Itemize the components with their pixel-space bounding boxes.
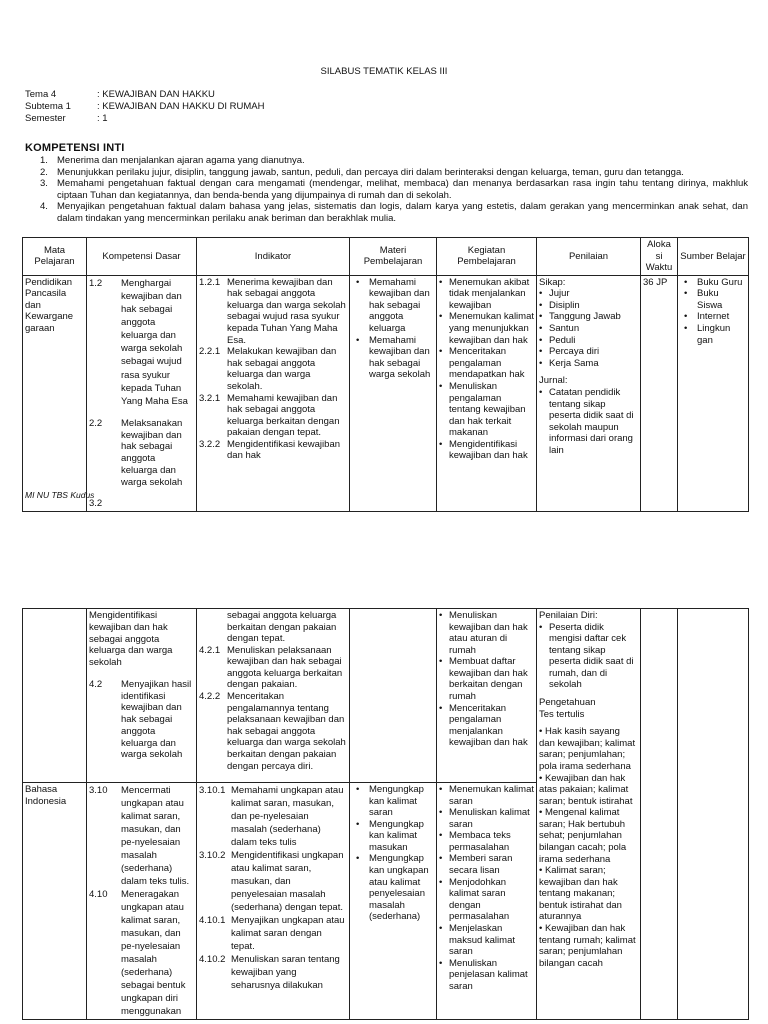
- kd-item: [89, 888, 194, 1018]
- cell-kompetensi-dasar: [87, 783, 197, 1020]
- cell-kompetensi-dasar: [87, 275, 197, 511]
- header-kegiatan: Kegiatan Pembelajaran: [437, 238, 537, 276]
- meta-value: : KEWAJIBAN DAN HAKKU: [97, 89, 215, 100]
- meta-row-tema: [25, 89, 265, 101]
- indikator-item: [199, 691, 347, 772]
- cell-materi: [350, 275, 437, 511]
- penilaian-jurnal-label: Jurnal:: [539, 375, 568, 387]
- kd-item: [89, 418, 194, 489]
- spacer: [89, 488, 194, 498]
- indikator-item: [199, 346, 347, 392]
- indikator-item: [199, 849, 347, 914]
- pengetahuan-label: Pengetahuan: [539, 697, 596, 709]
- bullet-icon: •: [539, 865, 545, 877]
- indikator-text: Menyajikan ungkapan atau kalimat saran dengan tepat.: [231, 915, 345, 952]
- bullet-icon: •: [539, 772, 545, 784]
- list-item: • Mengungkap kan kalimat saran: [352, 784, 434, 819]
- indikator-text: Menuliskan pelaksanaan kewajiban dan hak sebagai anggota keluarga berkaitan dengan pakaian.: [227, 644, 343, 691]
- indikator-item: [199, 645, 347, 691]
- kd-text: Mencermati ungkapan atau kalimat saran, masukan, dan pe-nyelesaian masalah (sederhana) dalam teks tulis.: [121, 785, 190, 887]
- cell-indikator: [197, 609, 350, 783]
- indikator-item: [199, 784, 347, 849]
- indikator-text: Memahami kewajiban dan hak sebagai anggota keluarga berkaitan dengan pakaian dengan tepat.: [227, 392, 340, 439]
- list-item: • Menuliskan kewajiban dan hak atau aturan di rumah: [439, 610, 534, 656]
- penilaian-item: [539, 923, 638, 969]
- header-sumber-belajar: Sumber Belajar: [678, 238, 749, 276]
- kegiatan-list: [439, 277, 534, 462]
- indikator-number: 3.2.2: [199, 438, 221, 450]
- cell-alokasi-waktu: 36 JP: [641, 275, 678, 511]
- list-item: • Buku Siswa: [680, 288, 746, 311]
- ki-text: Menerima dan menjalankan ajaran agama yang dianutnya.: [57, 155, 305, 166]
- indikator-number: 2.2.1: [199, 346, 221, 358]
- ki-number: 3.: [40, 178, 48, 190]
- document-meta: [25, 89, 265, 125]
- cell-materi: [350, 609, 437, 783]
- list-item: • Peserta didik mengisi daftar cek tentang sikap peserta didik saat di rumah, dan di sekolah: [539, 622, 638, 691]
- bullet-icon: •: [539, 726, 545, 738]
- indikator-number: [199, 610, 227, 645]
- indikator-item: [199, 610, 347, 645]
- indikator-number: 4.2.1: [199, 644, 221, 656]
- kd-text: Melaksanakan kewajiban dan hak sebagai anggota keluarga dan warga sekolah: [121, 417, 183, 488]
- spacer: [89, 669, 194, 679]
- list-item: • Disiplin: [539, 300, 638, 312]
- indikator-text: Mengidentifikasi kewajiban dan hak: [227, 438, 341, 462]
- header-penilaian: Penilaian: [537, 238, 641, 276]
- list-item: • Menuliskan pengalaman tentang kewajiban dan hak terkait makanan: [439, 381, 534, 439]
- indikator-number: 3.10.2: [199, 850, 226, 861]
- indikator-item: [199, 914, 347, 953]
- sumber-list: [680, 277, 746, 346]
- kompetensi-inti-heading: KOMPETENSI INTI: [25, 142, 125, 154]
- list-item: • Menuliskan kalimat saran: [439, 807, 534, 830]
- indikator-item: [199, 953, 347, 992]
- kd-item: [89, 679, 194, 761]
- indikator-text: Memahami ungkapan atau kalimat saran, masukan, dan pe-nyelesaian masalah (sederhana) dalam teks tulis: [231, 785, 344, 848]
- penilaian-item: [539, 726, 638, 772]
- cell-kompetensi-dasar: [87, 609, 197, 783]
- list-item: • Buku Guru: [680, 277, 746, 289]
- list-item: • Peduli: [539, 335, 638, 347]
- list-item: • Menceritakan pengalaman menjalankan kewajiban dan hak: [439, 703, 534, 749]
- penilaian-item: [539, 807, 638, 865]
- list-item: • Tanggung Jawab: [539, 311, 638, 323]
- ki-number: 4.: [40, 201, 48, 213]
- kd-item: [89, 498, 194, 510]
- penilaian-item: [539, 865, 638, 923]
- indikator-text: Menceritakan pengalamannya tentang pelaksanaan kewajiban dan hak sebagai anggota keluarga dan warga sekolah berkaitan dengan pakaian dengan percaya diri.: [227, 691, 346, 772]
- header-materi: Materi Pembelajaran: [350, 238, 437, 276]
- kompetensi-inti-list: [40, 155, 748, 224]
- indikator-number: 1.2.1: [199, 276, 221, 288]
- cell-mapel: [23, 609, 87, 783]
- kd-text: Meneragakan ungkapan atau kalimat saran, masukan, dan pe-nyelesaian masalah (sederhana) sebagai bentuk ungkapan diri menggunakan: [121, 889, 186, 1017]
- kd-text: Menyajikan hasil identifikasi kewajiban dan hak sebagai anggota keluarga dan warga sekolah: [121, 678, 192, 761]
- bullet-icon: •: [539, 923, 545, 935]
- document-title: SILABUS TEMATIK KELAS III: [320, 66, 448, 77]
- list-item: • Menjelaskan maksud kalimat saran: [439, 923, 534, 958]
- syllabus-table-page-1: [22, 237, 749, 512]
- tes-label: Tes tertulis: [539, 708, 585, 720]
- cell-alokasi-waktu: [641, 609, 678, 1020]
- page-footer: MI NU TBS Kudus: [25, 490, 95, 500]
- indikator-number: 4.10.1: [199, 915, 226, 926]
- indikator-text: Mengidentifikasi ungkapan atau kalimat saran, masukan, dan penyelesaian masalah (sederhana) dengan tepat.: [231, 850, 344, 913]
- kegiatan-list: [439, 610, 534, 749]
- penilaian-text: Kalimat saran; kewajiban dan hak tentang makanan; bentuk istirahat dan aturannya: [539, 865, 622, 923]
- indikator-text: Melakukan kewajiban dan hak sebagai anggota keluarga dan warga sekolah.: [227, 346, 337, 392]
- spacer: [89, 408, 194, 418]
- ki-item: [40, 167, 748, 179]
- meta-label: Subtema 1: [25, 101, 71, 112]
- kd-number: 3.2: [89, 498, 103, 510]
- list-item: • Internet: [680, 311, 746, 323]
- cell-mapel: Bahasa Indonesia: [23, 783, 87, 1020]
- meta-row-subtema: [25, 101, 265, 113]
- list-item: • Membaca teks permasalahan: [439, 830, 534, 853]
- ki-item: [40, 155, 748, 167]
- list-item: • Memberi saran secara lisan: [439, 853, 534, 876]
- cell-sumber-belajar: [678, 609, 749, 1020]
- list-item: • Menemukan akibat tidak menjalankan kewajiban: [439, 277, 534, 312]
- meta-value: : 1: [97, 113, 108, 124]
- penilaian-item: [539, 773, 638, 808]
- penilaian-sikap-label: Sikap:: [539, 276, 566, 288]
- list-item: • Jujur: [539, 288, 638, 300]
- meta-label: Tema 4: [25, 89, 57, 100]
- meta-value: : KEWAJIBAN DAN HAKKU DI RUMAH: [97, 101, 265, 112]
- header-alokasi-waktu: Aloka si Waktu: [641, 238, 678, 276]
- indikator-text: Menuliskan saran tentang kewajiban yang seharusnya dilakukan: [231, 954, 340, 991]
- ki-text: Memahami pengetahuan faktual dengan cara mengamati (mendengar, melihat, membaca) dan menanya berdasarkan rasa ingin tahu tentang dirinya, makhluk ciptaan Tuhan dan kegiatannya, dan benda-benda yang dijumpainya di rumah dan di sekolah.: [57, 178, 748, 201]
- cell-mapel: Pendidikan Pancasila dan Kewargane garaan: [23, 275, 87, 511]
- kegiatan-list: [439, 784, 534, 992]
- list-item: • Lingkun gan: [680, 323, 746, 346]
- meta-label: Semester: [25, 113, 66, 124]
- list-item: • Santun: [539, 323, 638, 335]
- list-item: • Menjodohkan kalimat saran dengan permasalahan: [439, 877, 534, 923]
- table-header-row: [23, 238, 749, 276]
- header-indikator: Indikator: [197, 238, 350, 276]
- header-kompetensi-dasar: Kompetensi Dasar: [87, 238, 197, 276]
- list-item: • Mengungkap kan ungkapan atau kalimat penyelesaian masalah (sederhana): [352, 853, 434, 922]
- materi-list: [352, 784, 434, 923]
- penilaian-sikap-list: [539, 288, 638, 369]
- kd-number: 4.2: [89, 678, 103, 690]
- kd-text: Menghargai kewajiban dan hak sebagai anggota keluarga dan warga sekolah sebagai wujud rasa syukur kepada Tuhan Yang Maha Esa: [121, 277, 188, 407]
- penilaian-diri-list: [539, 622, 638, 691]
- meta-row-semester: [25, 113, 265, 125]
- indikator-item: [199, 393, 347, 439]
- list-item: • Memahami kewajiban dan hak sebagai warga sekolah: [352, 335, 434, 381]
- kd-item: [89, 784, 194, 888]
- kd-number: 2.2: [89, 417, 103, 429]
- list-item: • Memahami kewajiban dan hak sebagai anggota keluarga: [352, 277, 434, 335]
- penilaian-text: Hak kasih sayang dan kewajiban; kalimat saran; penjumlahan; pola irama sederhana: [539, 726, 636, 772]
- list-item: • Menceritakan pengalaman mendapatkan hak: [439, 346, 534, 381]
- indikator-number: 4.10.2: [199, 954, 226, 965]
- list-item: • Kerja Sama: [539, 358, 638, 370]
- kd-item: [89, 277, 194, 408]
- table-row: [23, 275, 749, 511]
- syllabus-table-page-2: [22, 608, 749, 1020]
- kd-text: Mengidentifikasi kewajiban dan hak sebagai anggota keluarga dan warga sekolah: [89, 610, 173, 669]
- penilaian-text: Kewajiban dan hak atas pakaian; kalimat saran; bentuk istirahat: [539, 772, 633, 807]
- cell-indikator: [197, 783, 350, 1020]
- indikator-number: 3.10.1: [199, 785, 226, 796]
- ki-number: 1.: [40, 155, 48, 166]
- indikator-text: Menerima kewajiban dan hak sebagai anggota keluarga dan warga sekolah sebagai wujud rasa syukur kepada Tuhan Yang Maha Esa.: [227, 276, 346, 346]
- penilaian-text: Kewajiban dan hak tentang rumah; kalimat saran; penjumlahan bilangan cacah: [539, 923, 636, 969]
- cell-kegiatan: [437, 275, 537, 511]
- penilaian-jurnal-list: [539, 387, 638, 456]
- penilaian-text: Mengenal kalimat saran; Hak bertubuh sehat; penjumlahan bilangan cacah; pola irama sederhana: [539, 807, 627, 865]
- indikator-number: 3.2.1: [199, 392, 221, 404]
- list-item: • Membuat daftar kewajiban dan hak berkaitan dengan rumah: [439, 656, 534, 702]
- materi-list: [352, 277, 434, 381]
- list-item: • Mengidentifikasi kewajiban dan hak: [439, 439, 534, 462]
- list-item: • Mengungkap kan kalimat masukan: [352, 819, 434, 854]
- header-mapel: Mata Pelajaran: [23, 238, 87, 276]
- cell-penilaian: [537, 275, 641, 511]
- kd-text: [121, 498, 194, 510]
- ki-item: [40, 178, 748, 201]
- ki-text: Menunjukkan perilaku jujur, disiplin, tanggung jawab, santun, peduli, dan percaya diri dalam berinteraksi dengan keluarga, teman, guru dan tetangga.: [57, 166, 684, 178]
- kd-item: [89, 610, 194, 669]
- indikator-text: sebagai anggota keluarga berkaitan dengan pakaian dengan tepat.: [227, 610, 337, 645]
- kd-number: 1.2: [89, 277, 103, 289]
- list-item: • Percaya diri: [539, 346, 638, 358]
- ki-number: 2.: [40, 166, 48, 178]
- cell-kegiatan: [437, 609, 537, 783]
- indikator-item: [199, 277, 347, 346]
- ki-item: [40, 201, 748, 224]
- indikator-item: [199, 439, 347, 462]
- cell-penilaian: [537, 609, 641, 1020]
- penilaian-diri-label: Penilaian Diri:: [539, 610, 598, 621]
- list-item: • Menemukan kalimat saran: [439, 784, 534, 807]
- table-row: [23, 609, 749, 783]
- bullet-icon: •: [539, 807, 545, 819]
- kd-number: 4.10: [89, 889, 108, 900]
- cell-indikator: [197, 275, 350, 511]
- cell-kegiatan: [437, 783, 537, 1020]
- cell-sumber-belajar: [678, 275, 749, 511]
- cell-materi: [350, 783, 437, 1020]
- list-item: • Menuliskan penjelasan kalimat saran: [439, 958, 534, 993]
- ki-text: Menyajikan pengetahuan faktual dalam bahasa yang jelas, sistematis dan logis, dalam karya yang estetis, dalam gerakan yang mencerminkan anak sehat, dan dalam tindakan yang mencerminkan perilaku anak beriman dan berakhlak mulia.: [57, 201, 748, 224]
- kd-number: 3.10: [89, 785, 108, 796]
- list-item: • Catatan pendidik tentang sikap peserta didik saat di sekolah maupun informasi dari orang lain: [539, 387, 638, 456]
- list-item: • Menemukan kalimat yang menunjukkan kewajiban dan hak: [439, 311, 534, 346]
- indikator-number: 4.2.2: [199, 691, 221, 703]
